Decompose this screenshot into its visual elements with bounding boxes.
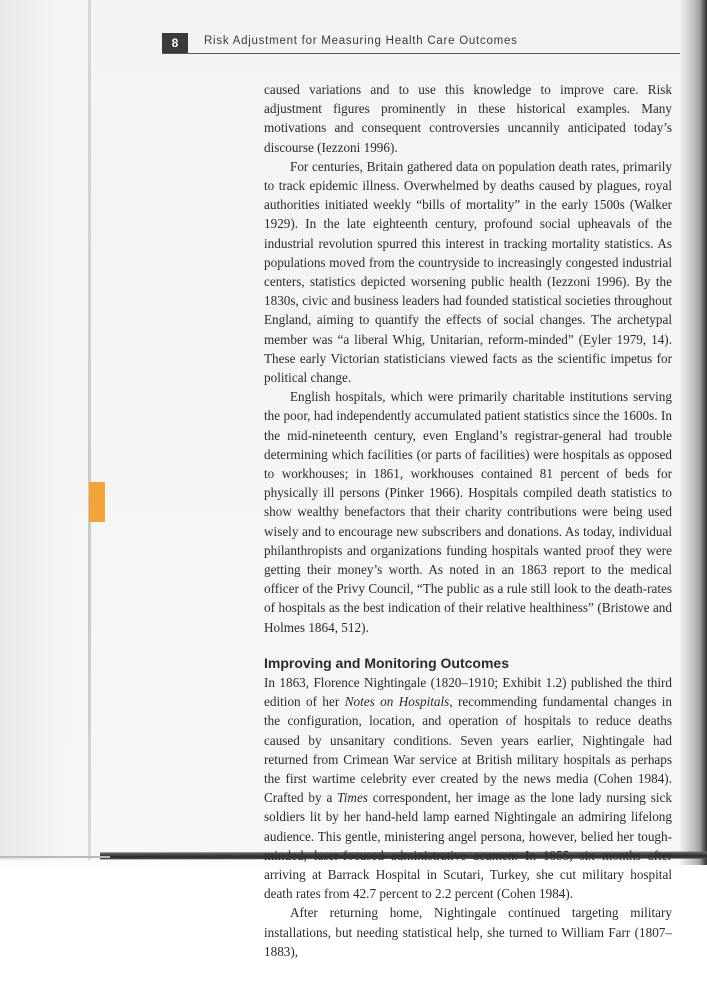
paragraph-farr: After returning home, Nightingale continued targeting military installations, but needing statistical help, she turned to William Farr (1807–1883), <box>264 905 672 959</box>
header-rule <box>162 53 680 54</box>
newspaper-title-italic: Times <box>337 790 368 806</box>
paragraph-continued: caused variations and to use this knowledge to improve care. Risk adjustment figures prominently in these historical examples. Many motivations and consequent controversies uncannily anticipated today’s discourse (Iezzoni 1996). <box>264 82 672 155</box>
running-title: Risk Adjustment for Measuring Health Care Outcomes <box>204 35 518 47</box>
book-title-italic: Notes on Hospitals <box>344 694 450 710</box>
running-header <box>162 33 680 57</box>
text-run: , recommending fundamental changes in the configuration, location, and operation of hospitals to reduce deaths caused by unsanitary conditions. Seven years earlier, Nightingale had returned from Crimean War service at British military hospitals as perhaps the first wartime celebrity ever created by the news media (Cohen 1984). Crafted by a <box>264 694 672 806</box>
text-run: In 1863, Florence Nightingale (1820–1910; Exhibit 1.2) published the third edition of her <box>264 674 672 710</box>
paragraph-english-hospitals: English hospitals, which were primarily charitable institutions serving the poor, had independently accumulated patient statistics since the 1600s. In the mid-nineteenth century, even England’s registrar-general had trouble determining which facilities (or parts of facilities) were hospitals as opposed to workhouses; in 1861, workhouses contained 81 percent of beds for physically ill persons (Pinker 1966). Hospitals compiled death statistics to show wealthy benefactors that their charity contributions were being used wisely and to encourage new subscribers and donations. As today, individual philanthropists and organizations funding hospitals wanted proof they were getting their money’s worth. As noted in an 1863 report to the medical officer of the Privy Council, “The public as a rule still look to the death-rates of hospitals as the best indication of their relative healthiness” (Bristowe and Holmes 1864, 512). <box>264 389 672 635</box>
section-heading: Improving and Monitoring Outcomes <box>264 654 509 671</box>
paragraph-britain: For centuries, Britain gathered data on population death rates, primarily to track epidemic illness. Overwhelmed by deaths caused by plagues, royal authorities initiated weekly “bills of mortality” in the early 1500s (Walker 1929). In the late eighteenth century, profound social upheavals of the industrial revolution spurred this interest in tracking mortality statistics. As populations moved from the countryside to increasingly congested industrial centers, statistics depicted worsening public health (Iezzoni 1996). By the 1830s, civic and business leaders had founded statistical societies throughout England, aiming to quantify the effects of social changes. The archetypal member was “a liberal Whig, Unitarian, reform-minded” (Eyler 1979, 14). These early Victorian statisticians viewed facts as the scientific impetus for political change. <box>264 158 672 386</box>
page-right-edge <box>680 0 707 865</box>
chapter-tab-marker <box>89 482 105 522</box>
page-number: 8 <box>162 33 188 53</box>
page-bottom-edge-left <box>0 856 110 858</box>
text-run: correspondent, her image as the lone lady nursing sick soldiers lit by her hand-held lamp earned Nightingale an admiring lifelong audience. This gentle, ministering angel persona, however, belied her tough-minded, laser-focused administrative acumen: In 1855, six months after arriving at Barrack Hospital in Scutari, Turkey, she cut military hospital death rates from 42.7 percent to 2.2 percent (Cohen 1984). <box>264 790 672 902</box>
page-margin-line <box>88 0 91 860</box>
binding-shadow <box>0 0 96 860</box>
paragraph-nightingale <box>264 673 672 903</box>
body-text <box>264 80 672 961</box>
